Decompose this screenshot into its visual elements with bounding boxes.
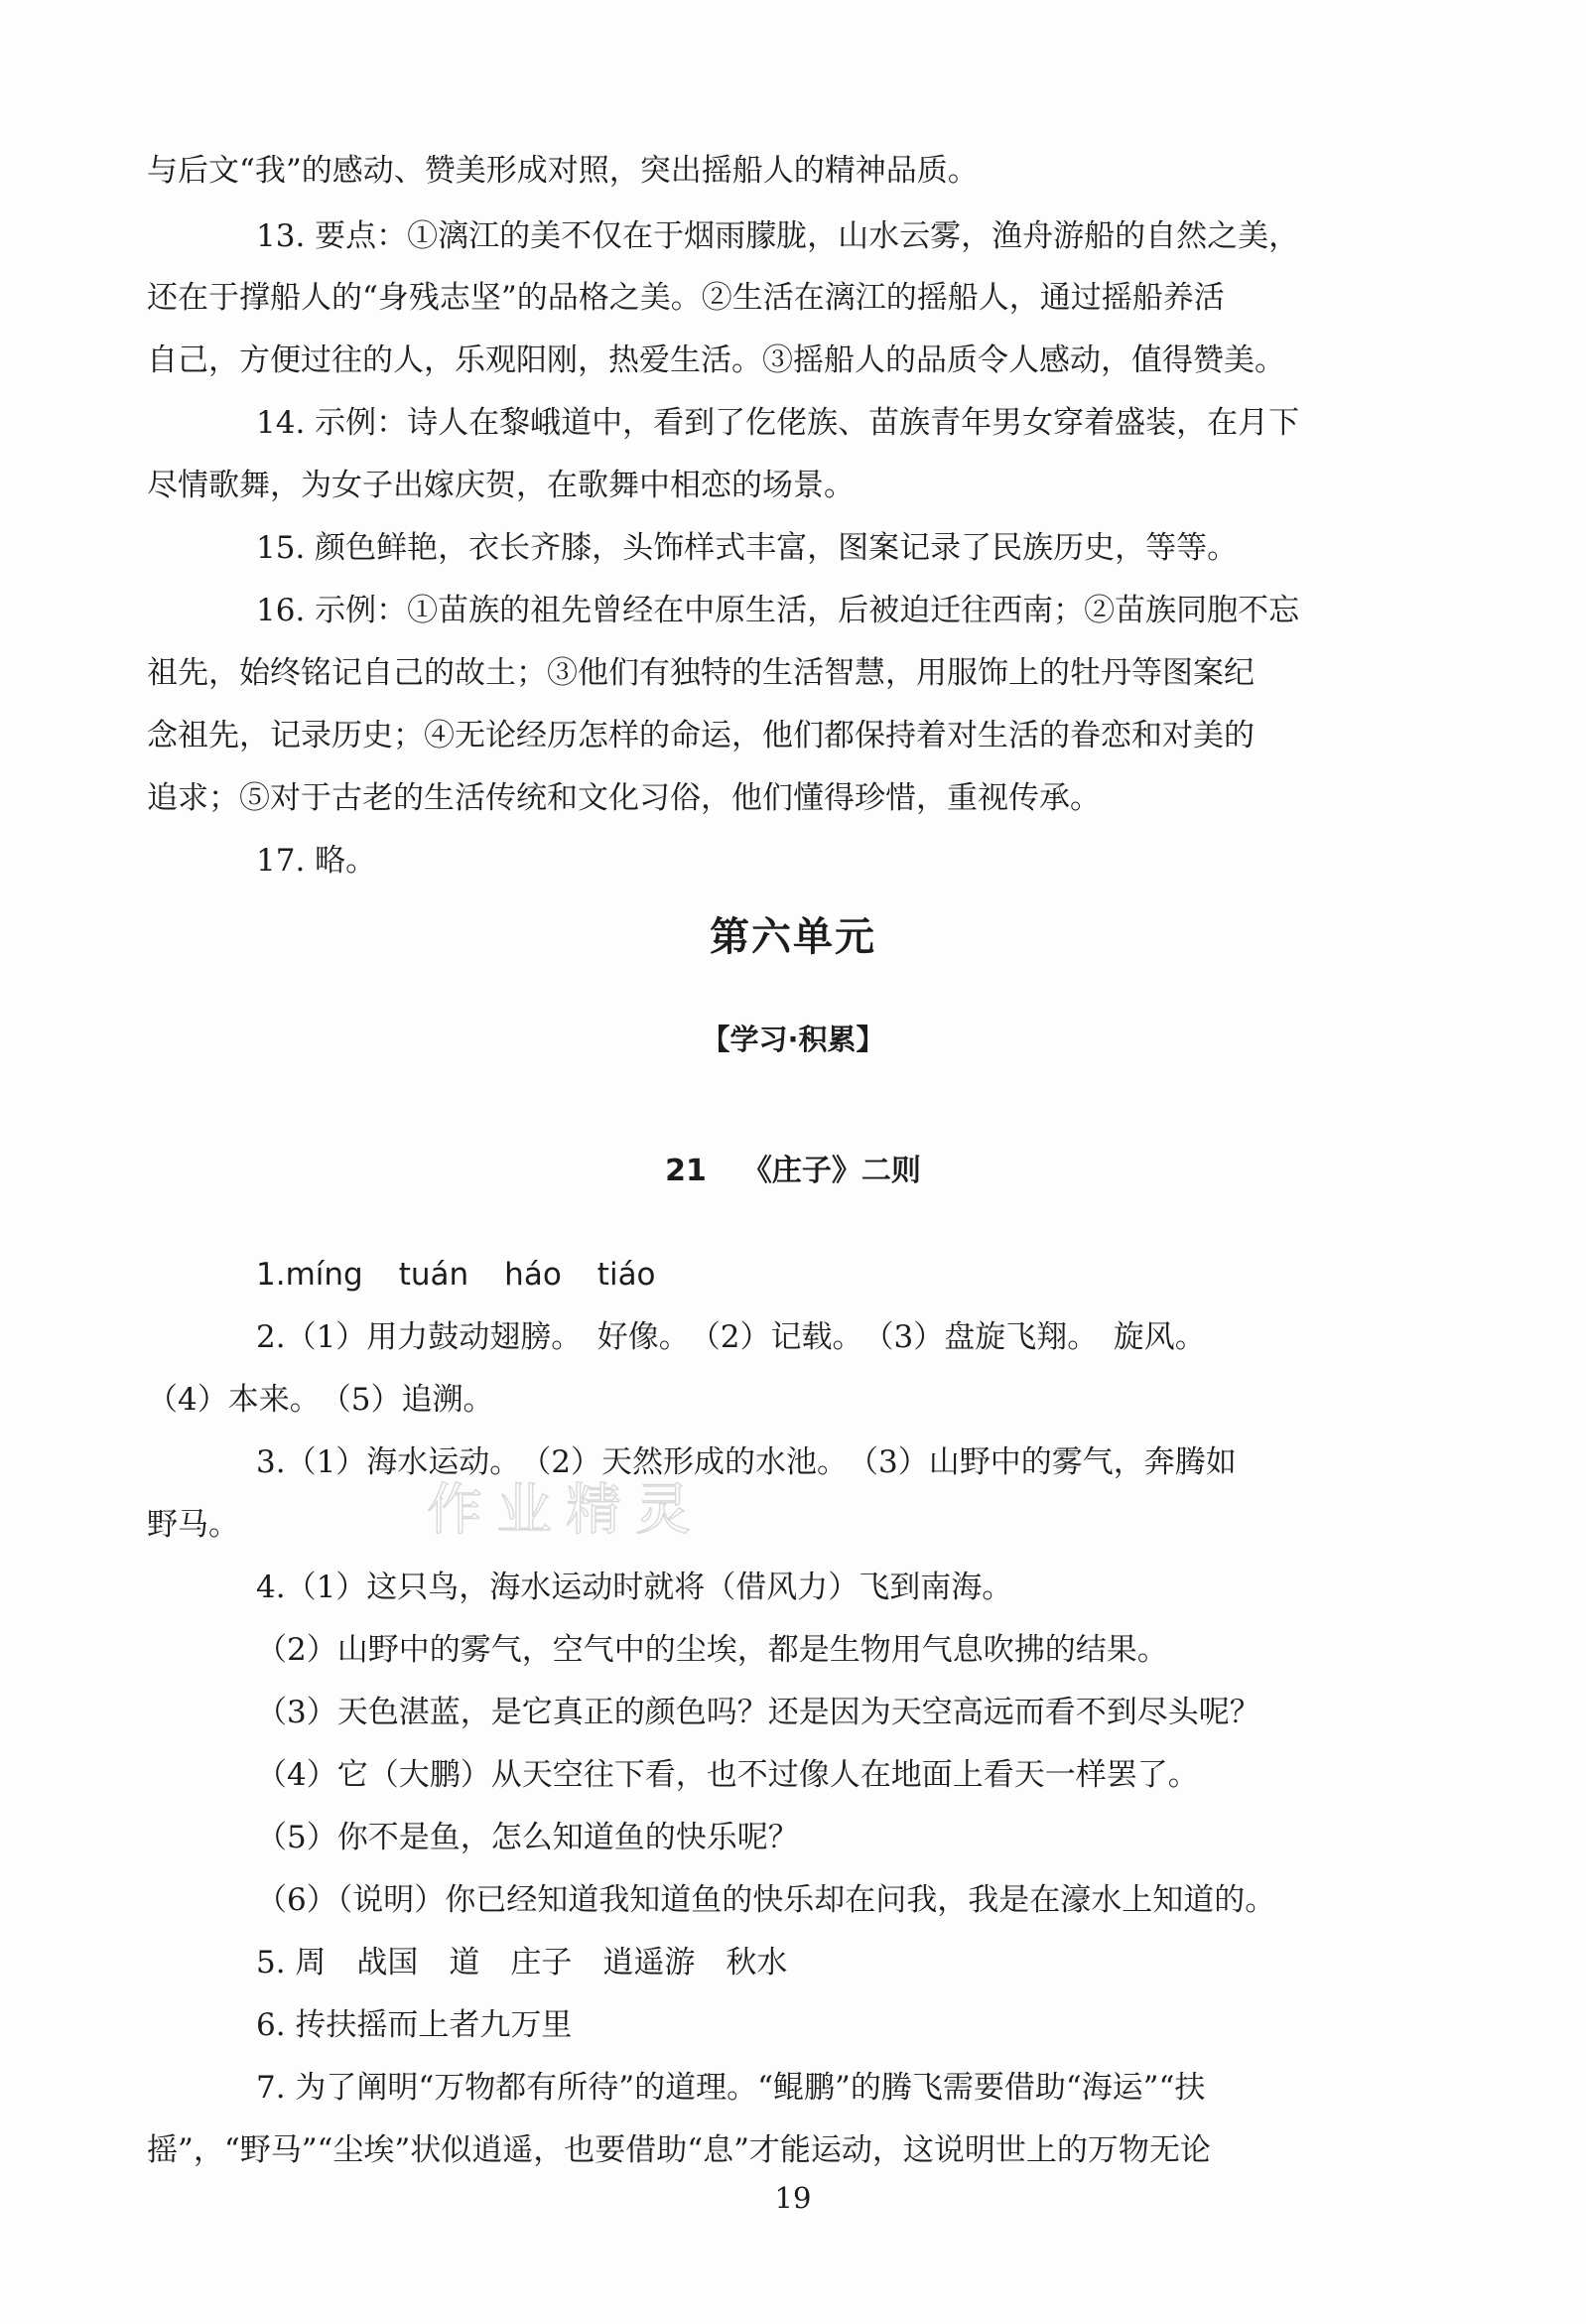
pinyin-item: háo xyxy=(504,1257,562,1293)
answer-line: 祖先，始终铭记自己的故土；③他们有独特的生活智慧，用服饰上的牡丹等图案纪 xyxy=(147,655,1255,691)
section-title: 【学习·积累】 xyxy=(701,1023,885,1056)
answer-line: 15. 颜色鲜艳，衣长齐膝，头饰样式丰富，图案记录了民族历史，等等。 xyxy=(256,530,1239,566)
answer-line: 尽情歌舞，为女子出嫁庆贺，在歌舞中相恋的场景。 xyxy=(147,468,855,503)
answer-line: 追求；⑤对于古老的生活传统和文化习俗，他们懂得珍惜，重视传承。 xyxy=(147,780,1101,816)
answer-line: 16. 示例：①苗族的祖先曾经在中原生活，后被迫迁往西南；②苗族同胞不忘 xyxy=(256,593,1300,628)
watermark-text: 作业精灵 xyxy=(427,1478,705,1543)
pinyin-item: tuán xyxy=(398,1257,469,1293)
answer-line: 摇”，“野马”“尘埃”状似逍遥，也要借助“息”才能运动，这说明世上的万物无论 xyxy=(147,2132,1211,2168)
pinyin-label: 1. xyxy=(256,1257,286,1293)
unit-title: 第六单元 xyxy=(710,914,876,960)
answer-line: （4）本来。 （5）追溯。 xyxy=(147,1382,494,1418)
answer-line: （3）天色湛蓝，是它真正的颜色吗？还是因为天空高远而看不到尽头呢？ xyxy=(256,1695,1260,1730)
answer-line: 3.（1）海水运动。 （2）天然形成的水池。 （3）山野中的雾气，奔腾如 xyxy=(256,1444,1237,1480)
lesson-name: 《庄子》二则 xyxy=(741,1154,921,1188)
answer-line: 野马。 xyxy=(147,1507,239,1543)
answer-line: 5. 周 战国 道 庄子 逍遥游 秋水 xyxy=(256,1945,788,1981)
answer-line: 与后文“我”的感动、赞美形成对照，突出摇船人的精神品质。 xyxy=(147,153,979,189)
answer-line: 4.（1）这只鸟，海水运动时就将（借风力）飞到南海。 xyxy=(256,1570,1013,1605)
answer-line: 还在于撑船人的“身残志坚”的品格之美。②生活在漓江的摇船人，通过摇船养活 xyxy=(147,280,1225,316)
page-number: 19 xyxy=(774,2181,812,2215)
pinyin-item: tiáo xyxy=(596,1257,656,1293)
pinyin-item: míng xyxy=(285,1257,363,1293)
pinyin-answer xyxy=(256,1255,692,1295)
lesson-number: 21 xyxy=(665,1154,707,1188)
answer-line: 7. 为了阐明“万物都有所待”的道理。“鲲鹏”的腾飞需要借助“海运”“扶 xyxy=(256,2070,1206,2106)
lesson-title xyxy=(0,1152,1586,1191)
answer-line: 14. 示例：诗人在黎峨道中，看到了仡佬族、苗族青年男女穿着盛装，在月下 xyxy=(256,405,1300,441)
answer-line: 13. 要点：①漓江的美不仅在于烟雨朦胧，山水云雾，渔舟游船的自然之美， xyxy=(256,218,1300,254)
answer-line: （2）山野中的雾气，空气中的尘埃，都是生物用气息吹拂的结果。 xyxy=(256,1632,1168,1668)
answer-line: 6. 抟扶摇而上者九万里 xyxy=(256,2007,573,2043)
answer-line: 自己，方便过往的人，乐观阳刚，热爱生活。③摇船人的品质令人感动，值得赞美。 xyxy=(147,342,1285,378)
answer-line: （5）你不是鱼，怎么知道鱼的快乐呢？ xyxy=(256,1820,799,1855)
answer-line: 17. 略。 xyxy=(256,843,377,879)
answer-line: （6）（说明）你已经知道我知道鱼的快乐却在问我，我是在濠水上知道的。 xyxy=(256,1882,1276,1918)
answer-line: 念祖先，记录历史；④无论经历怎样的命运，他们都保持着对生活的眷恋和对美的 xyxy=(147,718,1255,753)
answer-line: （4）它（大鹏）从天空往下看，也不过像人在地面上看天一样罢了。 xyxy=(256,1757,1199,1793)
answer-line: 2.（1）用力鼓动翅膀。 好像。 （2）记载。 （3）盘旋飞翔。 旋风。 xyxy=(256,1319,1206,1355)
